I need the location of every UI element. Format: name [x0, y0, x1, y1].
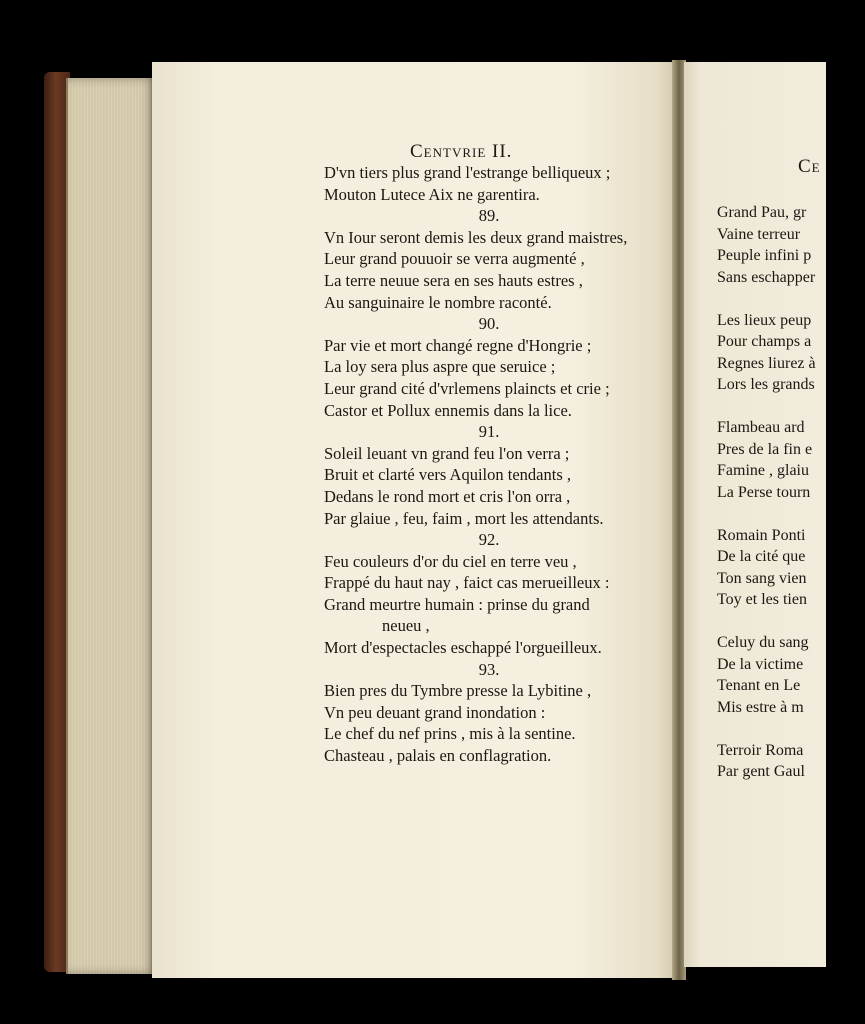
verse-line: Au sanguinaire le nombre raconté.	[324, 292, 552, 312]
right-page-text	[717, 202, 816, 783]
verse-line-cropped: Ton sang vien	[717, 569, 807, 587]
bottom-black-border	[0, 980, 865, 1024]
verse-line-cropped: La Perse tourn	[717, 483, 811, 501]
verse-line: Grand meurtre humain : prinse du grand	[324, 594, 590, 614]
verse-line: Par glaiue , feu, faim , mort les attendants.	[324, 508, 604, 528]
verse-line: Soleil leuant vn grand feu l'on verra ;	[324, 443, 570, 463]
verse-line-cropped: Pour champs a	[717, 333, 812, 350]
verse-line: Feu couleurs d'or du ciel en terre veu ,	[324, 551, 577, 571]
verse-line-cropped: Les lieux peup	[717, 311, 812, 329]
verse-line: Leur grand cité d'vrlemens plaincts et crie ;	[324, 378, 610, 398]
verse-line: Vn Iour seront demis les deux grand maistres,	[324, 227, 628, 247]
verse-line-cropped: Famine , glaiu	[717, 462, 809, 479]
page-header: Centvrie II.	[410, 141, 513, 162]
verse-line-cropped: Regnes liurez à	[717, 354, 816, 372]
verse-line: La loy sera plus aspre que seruice ;	[324, 357, 556, 377]
verse-line: Frappé du haut nay , faict cas merueilleux :	[324, 573, 610, 593]
verse-line-cropped: Peuple infini p	[717, 247, 812, 264]
verse-line: D'vn tiers plus grand l'estrange belliqueux ;	[324, 163, 611, 182]
verse-line-cropped: Celuy du sang	[717, 634, 809, 651]
verse-line-cropped: Lors les grands	[717, 376, 815, 393]
verse-line-cropped: Vaine terreur	[717, 225, 801, 243]
verse-line: Castor et Pollux ennemis dans la lice.	[324, 400, 572, 420]
verse-line-cropped: Par gent Gaul	[717, 763, 805, 780]
stanza-gap	[717, 503, 816, 525]
right-page-header: Ce	[798, 156, 821, 177]
page-stack-edges	[66, 78, 156, 974]
verse-line-cropped: Toy et les tien	[717, 591, 807, 608]
verse-line: neueu ,	[382, 616, 430, 636]
verse-line: Mort d'espectacles eschappé l'orgueilleux.	[324, 638, 602, 658]
verse-line-cropped: Grand Pau, gr	[717, 204, 807, 221]
verse-line: La terre neuue sera en ses hauts estres ,	[324, 270, 583, 290]
quatrain-number: 93.	[478, 659, 500, 679]
quatrain-number: 90.	[478, 314, 500, 334]
right-black-border	[826, 0, 865, 1024]
verse-line: Chasteau , palais en conflagration.	[324, 746, 552, 766]
verse-line: Mouton Lutece Aix ne garentira.	[324, 184, 540, 204]
verse-line: Bien pres du Tymbre presse la Lybitine ,	[324, 681, 592, 701]
verse-line-cropped: Tenant en Le	[717, 677, 801, 694]
quatrain-number: 92.	[478, 530, 500, 550]
verse-line: Vn peu deuant grand inondation :	[324, 702, 546, 722]
verse-line-cropped: Mis estre à m	[717, 698, 804, 716]
verse-line: Dedans le rond mort et cris l'on orra ,	[324, 486, 571, 506]
verse-line: Bruit et clarté vers Aquilon tendants ,	[324, 465, 571, 485]
stanza-gap	[717, 718, 816, 740]
quatrain-number: 91.	[478, 422, 500, 442]
verse-line-cropped: Pres de la fin e	[717, 440, 813, 458]
left-page-text	[324, 162, 664, 767]
verse-line-cropped: Flambeau ard	[717, 419, 805, 436]
stanza-gap	[717, 611, 816, 633]
verse-line-cropped: Terroir Roma	[717, 741, 804, 759]
verse-line: Le chef du nef prins , mis à la sentine.	[324, 724, 576, 744]
verse-line: Leur grand pouuoir se verra augmenté ,	[324, 249, 585, 269]
verse-line-cropped: Sans eschapper	[717, 268, 816, 286]
quatrain-number: 89.	[478, 206, 500, 226]
stanza-gap	[717, 396, 816, 418]
verse-line-cropped: Romain Ponti	[717, 526, 806, 544]
verse-line: Par vie et mort changé regne d'Hongrie ;	[324, 335, 592, 355]
verse-line-cropped: De la cité que	[717, 548, 806, 565]
stanza-gap	[717, 288, 816, 310]
verse-line-cropped: De la victime	[717, 655, 804, 673]
